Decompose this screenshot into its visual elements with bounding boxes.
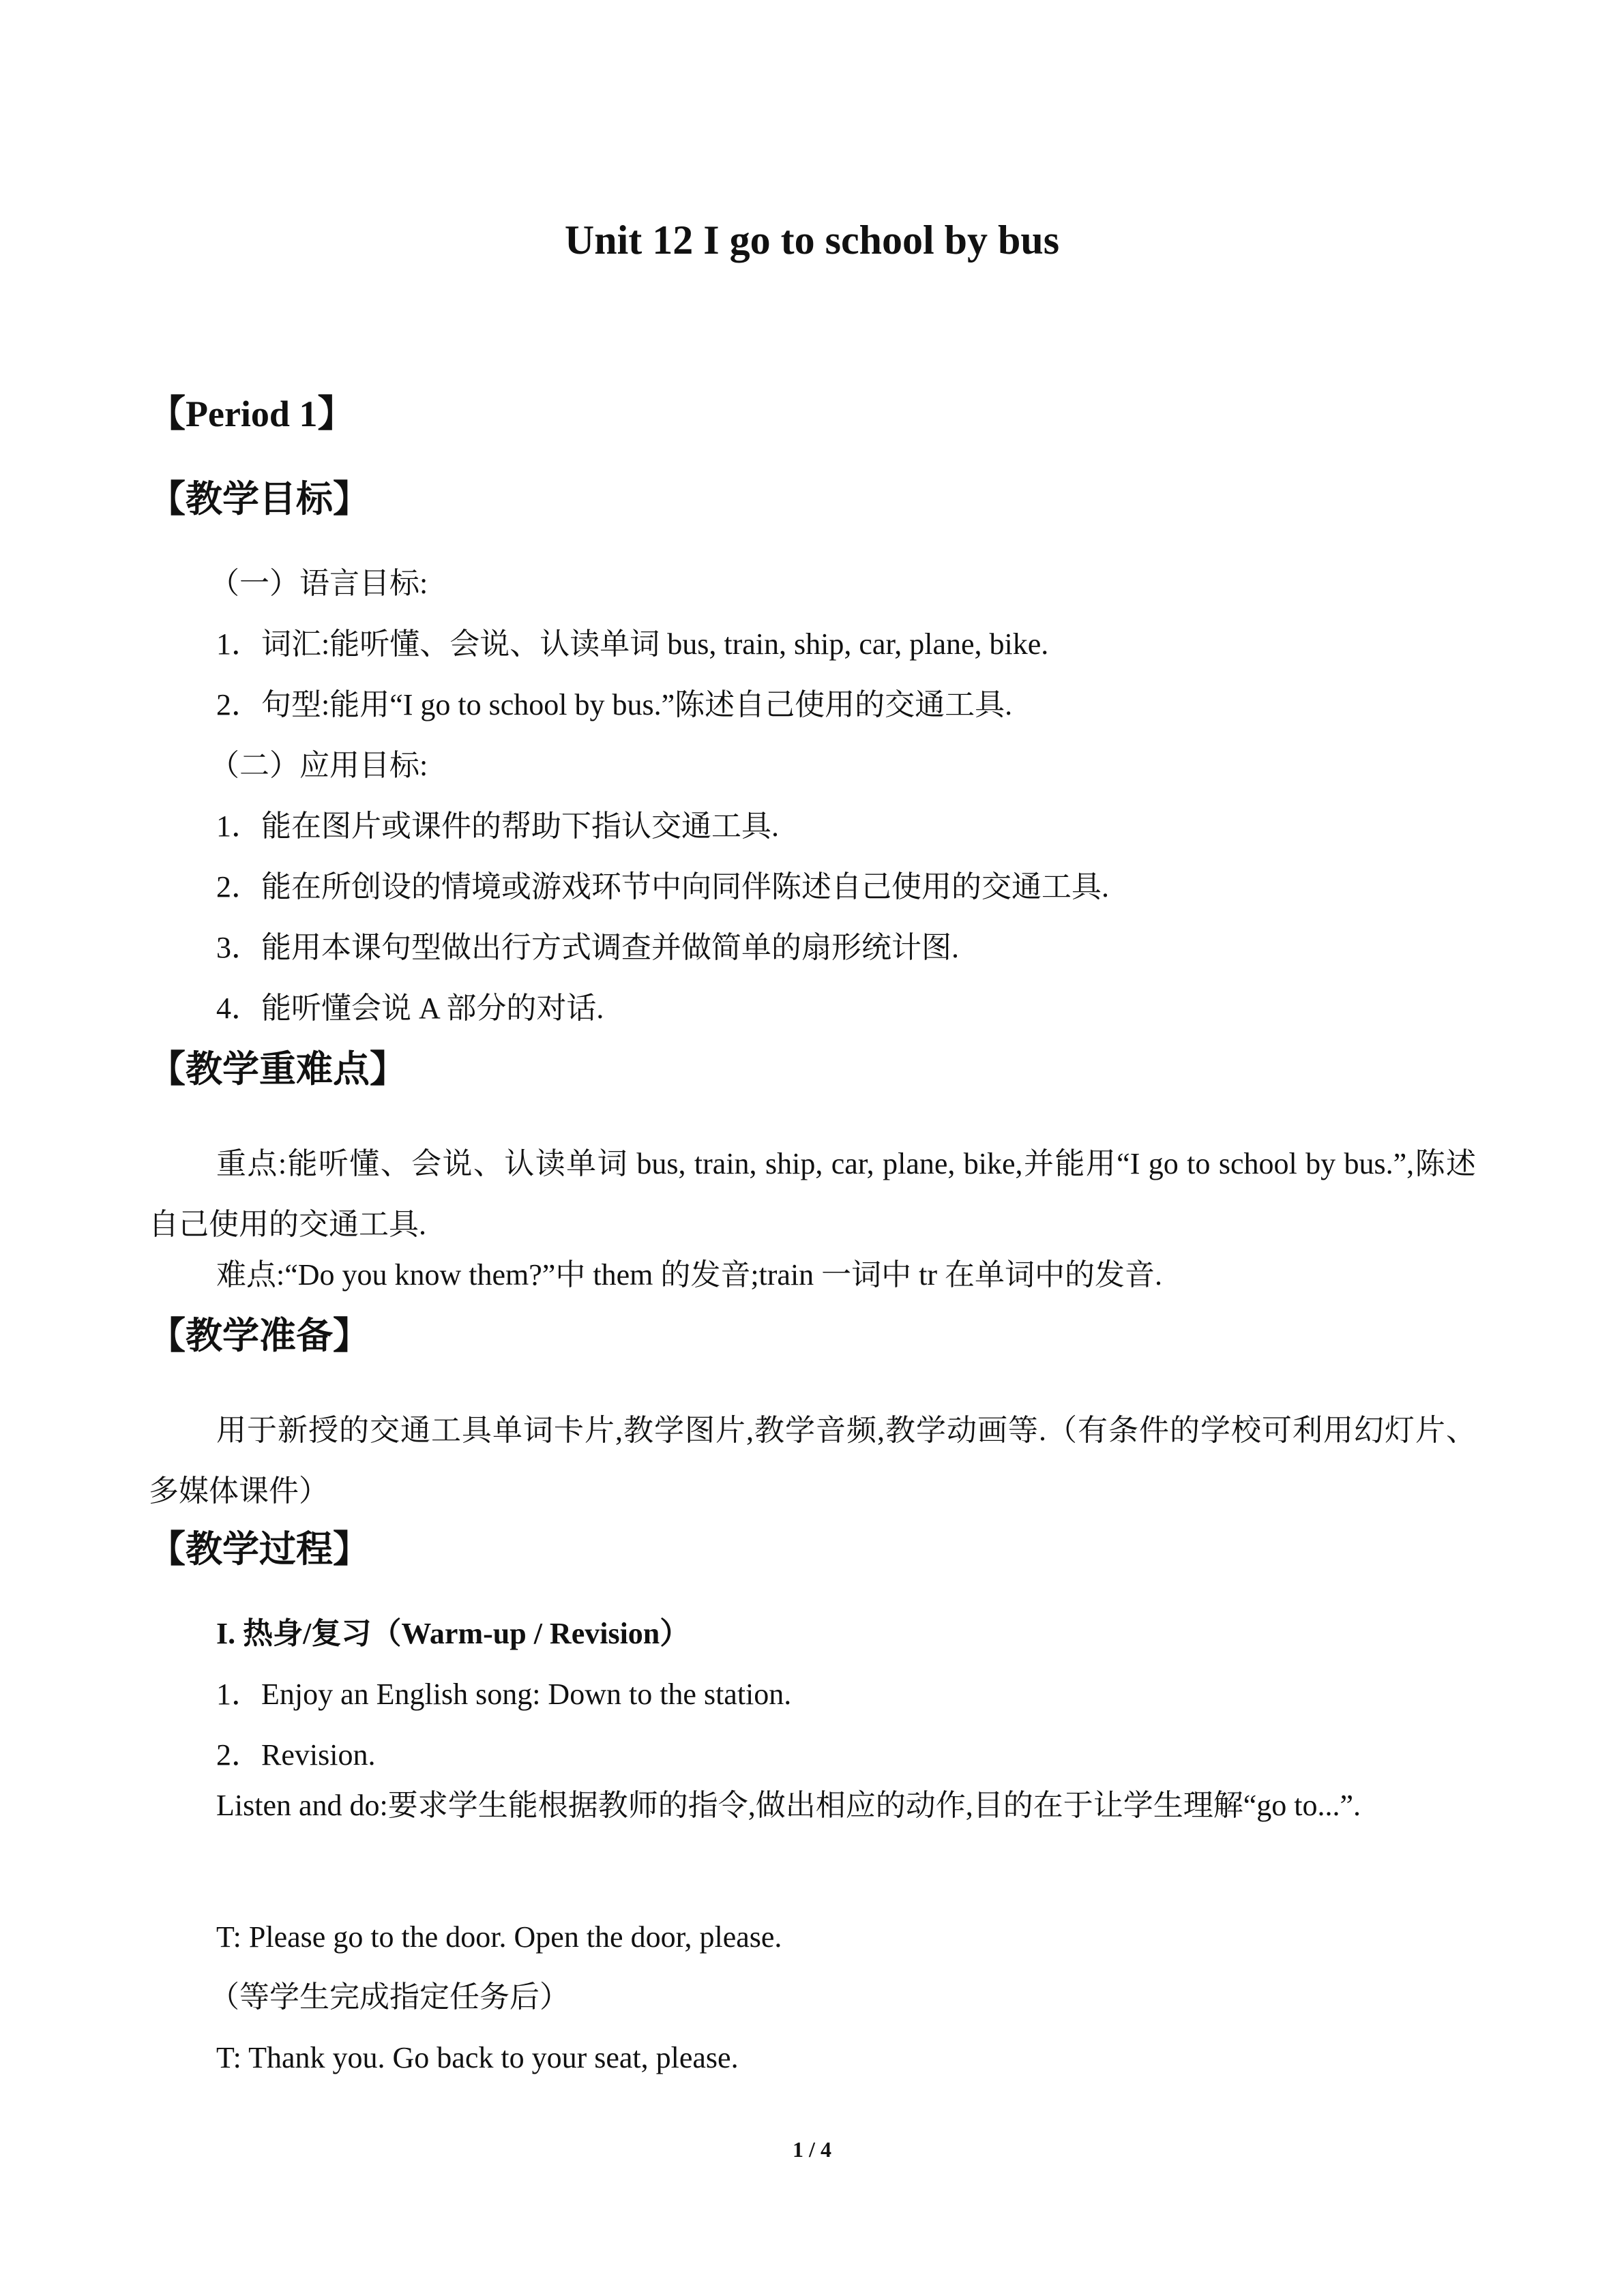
application-goal-title: （二）应用目标: [209, 749, 428, 782]
key-point-focus: 重点:能听懂、会说、认读单词 bus, train, ship, car, plane, bike,并能用“I go to school by bus.”,陈述自己使用的交通工具. [149, 1147, 1476, 1241]
application-goal-item: 3．能用本课句型做出行方式调查并做简单的扇形统计图. [216, 931, 959, 964]
key-point-difficulty: 难点:“Do you know them?”中 them 的发音;train 一词中 tr 在单词中的发音. [216, 1258, 1163, 1292]
key-points-heading: 【教学重难点】 [149, 1049, 407, 1090]
preparation-text: 用于新授的交通工具单词卡片,教学图片,教学音频,教学动画等.（有条件的学校可利用幻灯片、多媒体课件） [149, 1414, 1476, 1508]
preparation-heading: 【教学准备】 [149, 1315, 370, 1356]
page-number: 1 / 4 [793, 2137, 831, 2162]
objectives-heading: 【教学目标】 [149, 479, 370, 520]
language-goal-item: 2．句型:能用“I go to school by bus.”陈述自己使用的交通工具. [216, 688, 1013, 721]
process-step: 1．Enjoy an English song: Down to the station. [216, 1678, 792, 1711]
application-goal-item: 4．能听懂会说 A 部分的对话. [216, 992, 604, 1025]
process-step: 2．Revision. [216, 1738, 376, 1772]
listen-and-do-text: Listen and do:要求学生能根据教师的指令,做出相应的动作,目的在于让学生理解“go to...”. [216, 1789, 1361, 1822]
application-goal-item: 2．能在所创设的情境或游戏环节中向同伴陈述自己使用的交通工具. [216, 870, 1109, 904]
process-heading: 【教学过程】 [149, 1529, 370, 1570]
language-goal-item: 1．词汇:能听懂、会说、认读单词 bus, train, ship, car, plane, bike. [216, 627, 1049, 661]
period-label: 【Period 1】 [149, 393, 355, 434]
language-goal-title: （一）语言目标: [209, 567, 428, 600]
teacher-line: T: Thank you. Go back to your seat, please. [216, 2041, 739, 2074]
page-title: Unit 12 I go to school by bus [564, 218, 1060, 263]
process-section-title: I. 热身/复习（Warm-up / Revision） [216, 1617, 690, 1650]
teacher-line: T: Please go to the door. Open the door, please. [216, 1920, 782, 1954]
application-goal-item: 1．能在图片或课件的帮助下指认交通工具. [216, 809, 779, 843]
process-note: （等学生完成指定任务后） [209, 1980, 570, 2014]
